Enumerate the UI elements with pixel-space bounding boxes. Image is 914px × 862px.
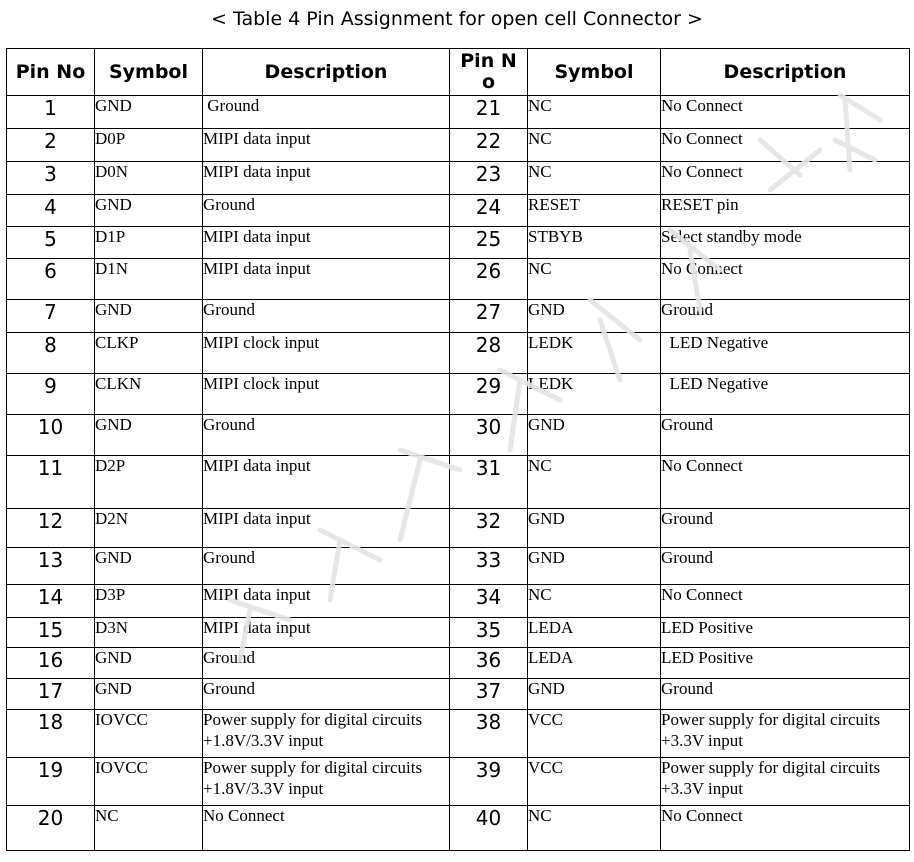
- table-row: [7, 758, 910, 806]
- symbol-cell-text: GND: [95, 96, 132, 115]
- table-row: [7, 585, 910, 618]
- symbol-cell-text: NC: [528, 806, 552, 825]
- description-cell: [661, 300, 910, 333]
- symbol-cell: [95, 227, 203, 259]
- pin-number-cell: 34: [450, 585, 528, 618]
- table-row: [7, 415, 910, 456]
- description-cell-text: Ground: [203, 96, 260, 115]
- description-cell: [661, 806, 910, 851]
- header-symbol-2: Symbol: [528, 49, 661, 96]
- table-row: [7, 618, 910, 648]
- pin-number-cell: 3: [7, 162, 95, 195]
- description-cell: [203, 548, 450, 585]
- description-cell-text: MIPI clock input: [203, 333, 320, 352]
- description-cell-text-line2: +3.3V input: [661, 779, 744, 798]
- table-row: [7, 710, 910, 758]
- symbol-cell: [528, 618, 661, 648]
- description-cell: [203, 195, 450, 227]
- symbol-cell: [95, 96, 203, 129]
- description-cell: [203, 374, 450, 415]
- symbol-cell-text: D3N: [95, 618, 129, 637]
- symbol-cell: [528, 548, 661, 585]
- description-cell-text: No Connect: [661, 259, 743, 278]
- description-cell: [661, 585, 910, 618]
- description-cell: [661, 509, 910, 548]
- description-cell: [203, 96, 450, 129]
- description-cell: [661, 415, 910, 456]
- pin-number-cell: 5: [7, 227, 95, 259]
- description-cell: [203, 129, 450, 162]
- description-cell-text: Select standby mode: [661, 227, 802, 246]
- pin-number-cell: 18: [7, 710, 95, 758]
- symbol-cell-text: VCC: [528, 758, 563, 777]
- symbol-cell: [528, 333, 661, 374]
- pin-number-cell: 1: [7, 96, 95, 129]
- table-row: [7, 374, 910, 415]
- description-cell-text-line2: +1.8V/3.3V input: [203, 779, 324, 798]
- symbol-cell: [95, 806, 203, 851]
- pin-number-cell: 19: [7, 758, 95, 806]
- pin-number-cell: 24: [450, 195, 528, 227]
- symbol-cell: [95, 195, 203, 227]
- symbol-cell-text: NC: [528, 162, 552, 181]
- pin-number-cell: 36: [450, 648, 528, 679]
- table-row: [7, 195, 910, 227]
- description-cell-text: No Connect: [661, 96, 743, 115]
- table-row: [7, 456, 910, 509]
- description-cell: [203, 259, 450, 300]
- pin-number-cell: 37: [450, 679, 528, 710]
- table-row: [7, 548, 910, 585]
- symbol-cell: [528, 456, 661, 509]
- description-cell: [203, 300, 450, 333]
- pin-number-cell: 40: [450, 806, 528, 851]
- symbol-cell-text: GND: [95, 648, 132, 667]
- table-row: [7, 96, 910, 129]
- description-cell-text: Ground: [203, 195, 255, 214]
- symbol-cell-text: GND: [95, 195, 132, 214]
- description-cell: [661, 162, 910, 195]
- symbol-cell: [95, 415, 203, 456]
- pin-number-cell: 27: [450, 300, 528, 333]
- pin-number-cell: 22: [450, 129, 528, 162]
- description-cell: [661, 456, 910, 509]
- symbol-cell: [528, 509, 661, 548]
- table-caption: < Table 4 Pin Assignment for open cell Connector >: [211, 8, 703, 30]
- description-cell: [203, 456, 450, 509]
- description-cell-text: MIPI data input: [203, 129, 311, 148]
- description-cell-text: MIPI data input: [203, 259, 311, 278]
- symbol-cell: [528, 96, 661, 129]
- pin-number-cell: 4: [7, 195, 95, 227]
- symbol-cell: [95, 618, 203, 648]
- pin-number-cell: 2: [7, 129, 95, 162]
- description-cell-text: Ground: [661, 679, 713, 698]
- table-row: [7, 300, 910, 333]
- symbol-cell-text: LEDA: [528, 648, 574, 667]
- description-cell-text-line2: +1.8V/3.3V input: [203, 731, 324, 750]
- symbol-cell-text: IOVCC: [95, 758, 148, 777]
- pin-number-cell: 21: [450, 96, 528, 129]
- symbol-cell-text: LEDA: [528, 618, 574, 637]
- symbol-cell: [95, 509, 203, 548]
- symbol-cell-text: RESET: [528, 195, 580, 214]
- pin-number-cell: 29: [450, 374, 528, 415]
- description-cell-text: MIPI data input: [203, 162, 311, 181]
- pin-number-cell: 7: [7, 300, 95, 333]
- header-pin-no-2-line2: o: [481, 71, 496, 93]
- symbol-cell: [95, 162, 203, 195]
- pin-number-cell: 32: [450, 509, 528, 548]
- description-cell-text: No Connect: [661, 806, 743, 825]
- pin-number-cell: 20: [7, 806, 95, 851]
- table-row: [7, 129, 910, 162]
- pin-number-cell: 8: [7, 333, 95, 374]
- pin-number-cell: 28: [450, 333, 528, 374]
- symbol-cell-text: D1P: [95, 227, 126, 246]
- symbol-cell-text: NC: [528, 96, 552, 115]
- description-cell-text: No Connect: [661, 456, 743, 475]
- description-cell: [203, 227, 450, 259]
- symbol-cell-text: LEDK: [528, 374, 574, 393]
- description-cell-text: RESET pin: [661, 195, 739, 214]
- description-cell-text: MIPI data input: [203, 227, 311, 246]
- pin-number-cell: 6: [7, 259, 95, 300]
- pin-number-cell: 15: [7, 618, 95, 648]
- symbol-cell-text: GND: [528, 548, 565, 567]
- symbol-cell-text: CLKN: [95, 374, 142, 393]
- description-cell: [203, 648, 450, 679]
- description-cell-text: Power supply for digital circuits: [203, 710, 423, 729]
- pin-number-cell: 13: [7, 548, 95, 585]
- symbol-cell: [528, 758, 661, 806]
- pin-number-cell: 9: [7, 374, 95, 415]
- table-row: [7, 227, 910, 259]
- symbol-cell-text: GND: [528, 679, 565, 698]
- symbol-cell: [95, 648, 203, 679]
- description-cell: [203, 806, 450, 851]
- pin-number-cell: 38: [450, 710, 528, 758]
- description-cell-text: Ground: [203, 300, 255, 319]
- symbol-cell-text: IOVCC: [95, 710, 148, 729]
- table-row: [7, 679, 910, 710]
- symbol-cell: [528, 227, 661, 259]
- symbol-cell-text: D2P: [95, 456, 126, 475]
- symbol-cell-text: CLKP: [95, 333, 139, 352]
- symbol-cell: [95, 259, 203, 300]
- description-cell-text: Ground: [661, 548, 713, 567]
- description-cell: [661, 548, 910, 585]
- table-row: [7, 648, 910, 679]
- description-cell: [203, 758, 450, 806]
- symbol-cell-text: D3P: [95, 585, 126, 604]
- description-cell: [203, 509, 450, 548]
- symbol-cell: [528, 374, 661, 415]
- symbol-cell: [528, 648, 661, 679]
- description-cell-text: Ground: [661, 300, 713, 319]
- description-cell: [661, 333, 910, 374]
- description-cell-text: MIPI clock input: [203, 374, 320, 393]
- description-cell: [203, 710, 450, 758]
- description-cell: [661, 259, 910, 300]
- description-cell-text: LED Positive: [661, 648, 754, 667]
- symbol-cell-text: GND: [95, 415, 132, 434]
- symbol-cell-text: GND: [528, 509, 565, 528]
- table-row: [7, 259, 910, 300]
- symbol-cell-text: D2N: [95, 509, 129, 528]
- description-cell: [203, 585, 450, 618]
- symbol-cell: [528, 679, 661, 710]
- table-row: [7, 333, 910, 374]
- description-cell-text: MIPI data input: [203, 509, 311, 528]
- description-cell-text-line2: +3.3V input: [661, 731, 744, 750]
- symbol-cell: [528, 415, 661, 456]
- description-cell: [661, 648, 910, 679]
- description-cell-text: MIPI data input: [203, 456, 311, 475]
- header-pin-no-2: [450, 49, 528, 96]
- symbol-cell-text: STBYB: [528, 227, 583, 246]
- pin-number-cell: 31: [450, 456, 528, 509]
- pin-number-cell: 14: [7, 585, 95, 618]
- symbol-cell: [95, 374, 203, 415]
- pin-number-cell: 35: [450, 618, 528, 648]
- symbol-cell: [95, 129, 203, 162]
- symbol-cell: [95, 585, 203, 618]
- description-cell-text: LED Positive: [661, 618, 754, 637]
- table-header-row: [7, 49, 910, 96]
- description-cell-text: Power supply for digital circuits: [661, 758, 881, 777]
- description-cell-text: Ground: [661, 415, 713, 434]
- header-description-2: Description: [661, 49, 910, 96]
- symbol-cell-text: VCC: [528, 710, 563, 729]
- symbol-cell-text: D0P: [95, 129, 126, 148]
- table-row: [7, 162, 910, 195]
- description-cell: [661, 195, 910, 227]
- header-symbol: Symbol: [95, 49, 203, 96]
- description-cell: [203, 415, 450, 456]
- description-cell-text: MIPI data input: [203, 585, 311, 604]
- description-cell-text: Power supply for digital circuits: [203, 758, 423, 777]
- symbol-cell-text: NC: [528, 259, 552, 278]
- pin-number-cell: 17: [7, 679, 95, 710]
- table-row: [7, 509, 910, 548]
- pin-assignment-table: [6, 48, 910, 851]
- description-cell: [203, 162, 450, 195]
- symbol-cell-text: LEDK: [528, 333, 574, 352]
- symbol-cell-text: GND: [528, 300, 565, 319]
- symbol-cell-text: NC: [528, 456, 552, 475]
- description-cell: [661, 618, 910, 648]
- description-cell: [661, 227, 910, 259]
- symbol-cell: [528, 259, 661, 300]
- description-cell-text: No Connect: [203, 806, 285, 825]
- symbol-cell: [528, 710, 661, 758]
- header-pin-no-2-line1: Pin N: [460, 50, 517, 72]
- description-cell: [661, 374, 910, 415]
- description-cell: [661, 129, 910, 162]
- description-cell-text: No Connect: [661, 585, 743, 604]
- description-cell: [661, 710, 910, 758]
- header-pin-no: Pin No: [7, 49, 95, 96]
- symbol-cell-text: NC: [95, 806, 119, 825]
- symbol-cell: [95, 758, 203, 806]
- symbol-cell: [528, 585, 661, 618]
- symbol-cell: [95, 679, 203, 710]
- symbol-cell: [528, 195, 661, 227]
- symbol-cell: [95, 548, 203, 585]
- symbol-cell-text: D1N: [95, 259, 129, 278]
- symbol-cell-text: GND: [95, 548, 132, 567]
- table-row: [7, 806, 910, 851]
- pin-number-cell: 23: [450, 162, 528, 195]
- description-cell-text: MIPI data input: [203, 618, 311, 637]
- symbol-cell: [528, 300, 661, 333]
- pin-number-cell: 39: [450, 758, 528, 806]
- description-cell-text: LED Negative: [661, 333, 769, 352]
- symbol-cell: [528, 162, 661, 195]
- pin-number-cell: 11: [7, 456, 95, 509]
- description-cell-text: LED Negative: [661, 374, 769, 393]
- symbol-cell-text: NC: [528, 129, 552, 148]
- pin-number-cell: 25: [450, 227, 528, 259]
- pin-number-cell: 33: [450, 548, 528, 585]
- pin-number-cell: 10: [7, 415, 95, 456]
- header-description: Description: [203, 49, 450, 96]
- description-cell-text: Ground: [203, 415, 255, 434]
- pin-number-cell: 30: [450, 415, 528, 456]
- pin-number-cell: 26: [450, 259, 528, 300]
- symbol-cell-text: NC: [528, 585, 552, 604]
- symbol-cell-text: GND: [95, 679, 132, 698]
- symbol-cell: [528, 129, 661, 162]
- description-cell-text: No Connect: [661, 129, 743, 148]
- description-cell-text: Ground: [661, 509, 713, 528]
- symbol-cell-text: GND: [528, 415, 565, 434]
- symbol-cell: [95, 300, 203, 333]
- symbol-cell-text: D0N: [95, 162, 129, 181]
- description-cell: [661, 758, 910, 806]
- symbol-cell: [95, 710, 203, 758]
- description-cell: [661, 96, 910, 129]
- description-cell-text: Ground: [203, 679, 255, 698]
- pin-number-cell: 12: [7, 509, 95, 548]
- description-cell: [203, 333, 450, 374]
- symbol-cell-text: GND: [95, 300, 132, 319]
- description-cell-text: Ground: [203, 548, 255, 567]
- description-cell: [661, 679, 910, 710]
- description-cell: [203, 618, 450, 648]
- symbol-cell: [95, 456, 203, 509]
- symbol-cell: [95, 333, 203, 374]
- description-cell: [203, 679, 450, 710]
- symbol-cell: [528, 806, 661, 851]
- description-cell-text: No Connect: [661, 162, 743, 181]
- description-cell-text: Ground: [203, 648, 255, 667]
- description-cell-text: Power supply for digital circuits: [661, 710, 881, 729]
- pin-number-cell: 16: [7, 648, 95, 679]
